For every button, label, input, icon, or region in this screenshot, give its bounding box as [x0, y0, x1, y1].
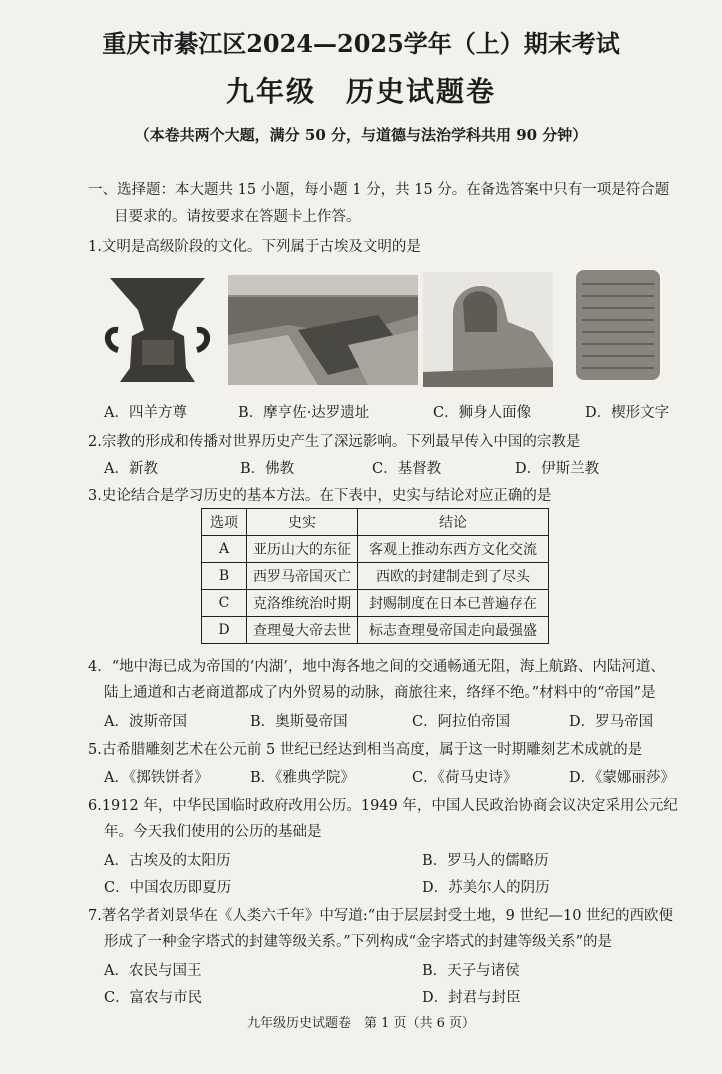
table-header-option: 选项: [202, 509, 247, 536]
exam-title: 重庆市綦江区2024—2025学年（上）期末考试: [102, 29, 620, 58]
question-3-stem: 3.史论结合是学习历史的基本方法。在下表中，史实与结论对应正确的是: [88, 488, 552, 504]
section-instruction-line2: 目要求的。请按要求在答题卡上作答。: [114, 209, 361, 225]
question-4-stem-line2: 陆上通道和古老商道都成了内外贸易的动脉，商旅往来，络绎不绝。”材料中的“帝国”是: [104, 685, 656, 701]
table-cell: C: [202, 590, 247, 617]
question-6-option-b: B．罗马人的儒略历: [422, 853, 549, 869]
question-7-option-b: B．天子与诸侯: [422, 963, 520, 979]
table-row: [202, 563, 549, 590]
question-6-option-d: D．苏美尔人的阴历: [422, 880, 550, 896]
table-cell: B: [202, 563, 247, 590]
sphinx-image: [423, 272, 553, 387]
question-6-stem-line2: 年。今天我们使用的公历的基础是: [104, 824, 322, 840]
question-7-option-c: C．富农与市民: [104, 990, 203, 1006]
question-3-table: [201, 508, 549, 644]
mohenjo-daro-ruins-image: [228, 275, 418, 385]
question-5-option-a: A．《掷铁饼者》: [104, 770, 209, 786]
question-7-option-d: D．封君与封臣: [422, 990, 521, 1006]
question-4-option-b: B．奥斯曼帝国: [250, 714, 348, 730]
table-row: [202, 536, 549, 563]
table-cell: 克洛维统治时期: [247, 590, 358, 617]
question-1-option-b: B．摩亨佐·达罗遗址: [238, 405, 370, 421]
table-cell: 查理曼大帝去世: [247, 617, 358, 644]
question-7-stem-line1: 7.著名学者刘景华在《人类六千年》中写道:“由于层层封受土地，9 世纪—10 世纪的西欧便: [88, 908, 674, 924]
question-5-option-b: B．《雅典学院》: [250, 770, 355, 786]
question-1-stem: 1.文明是高级阶段的文化。下列属于古埃及文明的是: [88, 239, 421, 255]
table-cell: 西欧的封建制走到了尽头: [358, 563, 549, 590]
question-5-option-d: D．《蒙娜丽莎》: [569, 770, 675, 786]
question-7-option-a: A．农民与国王: [104, 963, 202, 979]
question-1-option-d: D．楔形文字: [585, 405, 670, 421]
table-cell: 亚历山大的东征: [247, 536, 358, 563]
bronze-vessel-image: [100, 270, 215, 388]
table-cell: 标志查理曼帝国走向最强盛: [358, 617, 549, 644]
question-6-option-c: C．中国农历即夏历: [104, 880, 232, 896]
question-7-stem-line2: 形成了一种金字塔式的封建等级关系。”下列构成“金字塔式的封建等级关系”的是: [104, 934, 612, 950]
question-2-stem: 2.宗教的形成和传播对世界历史产生了深远影响。下列最早传入中国的宗教是: [88, 434, 581, 450]
table-row: [202, 617, 549, 644]
table-cell: D: [202, 617, 247, 644]
question-5-stem: 5.古希腊雕刻艺术在公元前 5 世纪已经达到相当高度，属于这一时期雕刻艺术成就的是: [88, 742, 643, 758]
section-instruction-line1: 一、选择题：本大题共 15 小题，每小题 1 分，共 15 分。在备选答案中只有一项是符合题: [88, 182, 670, 198]
question-5-option-c: C．《荷马史诗》: [412, 770, 518, 786]
table-cell: 客观上推动东西方文化交流: [358, 536, 549, 563]
question-4-option-a: A．波斯帝国: [104, 714, 187, 730]
table-cell: A: [202, 536, 247, 563]
question-4-option-d: D．罗马帝国: [569, 714, 654, 730]
exam-note: （本卷共两个大题，满分 50 分，与道德与法治学科共用 90 分钟）: [134, 126, 588, 144]
question-2-option-c: C．基督教: [372, 461, 442, 477]
question-6-option-a: A．古埃及的太阳历: [104, 853, 231, 869]
question-6-stem-line1: 6.1912 年，中华民国临时政府改用公历。1949 年，中国人民政治协商会议决定采用公元纪: [88, 798, 678, 814]
question-2-option-a: A．新教: [104, 461, 158, 477]
question-2-option-b: B．佛教: [240, 461, 295, 477]
table-header-fact: 史实: [247, 509, 358, 536]
table-header-row: [202, 509, 549, 536]
question-1-option-a: A．四羊方尊: [104, 405, 187, 421]
table-cell: 西罗马帝国灭亡: [247, 563, 358, 590]
question-1-option-c: C．狮身人面像: [433, 405, 532, 421]
page-footer: 九年级历史试题卷 第 1 页（共 6 页）: [246, 1016, 476, 1031]
cuneiform-tablet-image: [572, 266, 664, 384]
table-header-conclusion: 结论: [358, 509, 549, 536]
table-cell: 封赐制度在日本已普遍存在: [358, 590, 549, 617]
question-4-option-c: C．阿拉伯帝国: [412, 714, 511, 730]
question-2-option-d: D．伊斯兰教: [515, 461, 600, 477]
table-row: [202, 590, 549, 617]
question-4-stem-line1: 4．“地中海已成为帝国的‘内湖’，地中海各地之间的交通畅通无阻，海上航路、内陆河道、: [88, 659, 665, 675]
exam-subtitle: 九年级 历史试题卷: [225, 75, 496, 108]
